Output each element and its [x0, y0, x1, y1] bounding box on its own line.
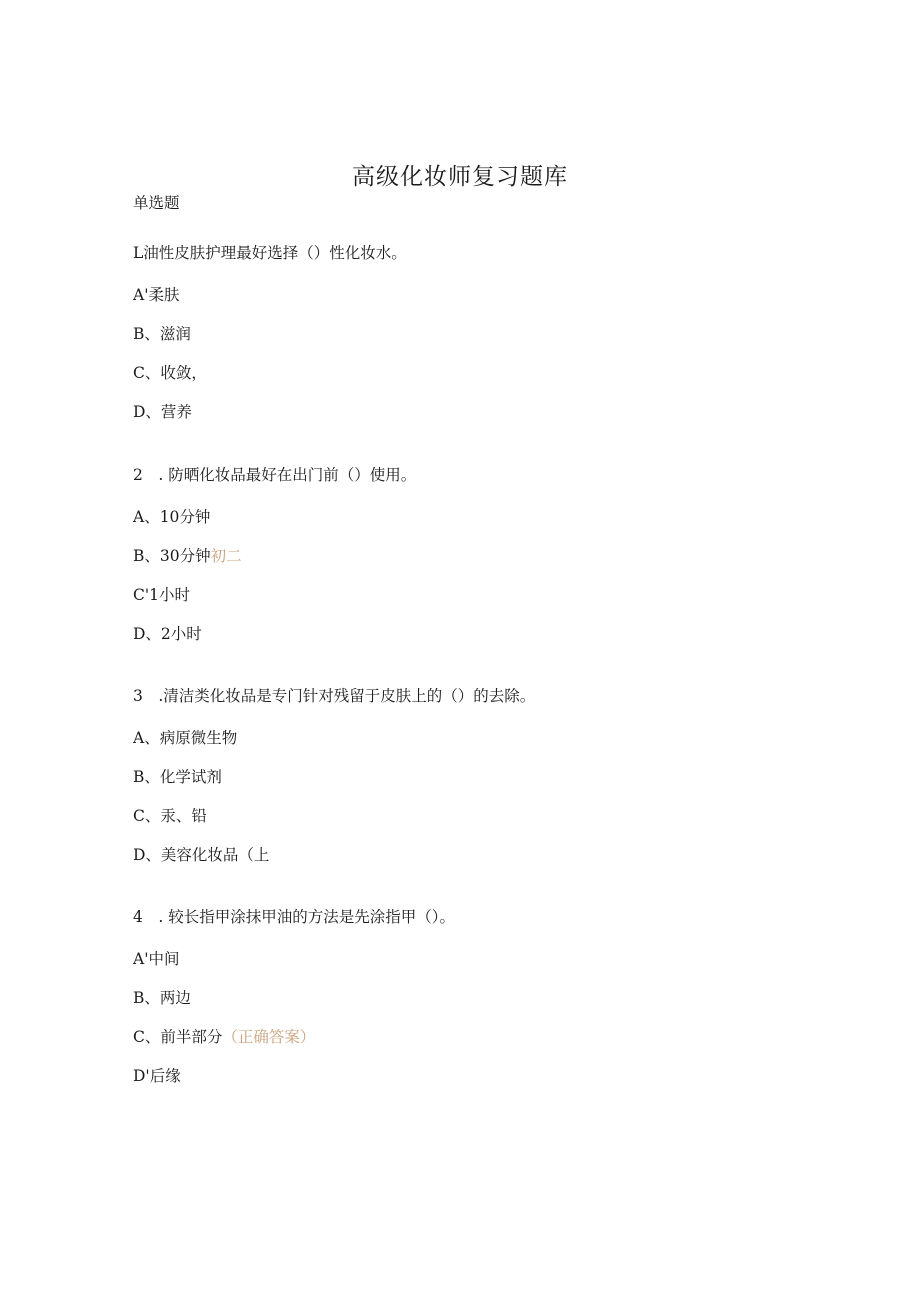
section-heading: 单选题 — [133, 194, 180, 212]
option-text: B、两边 — [133, 989, 191, 1007]
question-1-option-a — [133, 285, 179, 305]
option-text: B、滋润 — [133, 325, 191, 343]
option-text: C'1小时 — [133, 586, 190, 604]
option-text: C、汞、铅 — [133, 807, 207, 825]
option-text: D、营养 — [133, 403, 192, 421]
option-text: D、美容化妆品（上 — [133, 846, 270, 864]
question-3-stem: 3 .清洁类化妆品是专门针对残留于皮肤上的（）的去除。 — [133, 687, 536, 705]
question-1-option-d — [133, 402, 192, 422]
question-1-option-c — [133, 363, 207, 383]
question-3-option-d — [133, 845, 269, 865]
question-4-option-a — [133, 949, 179, 969]
question-1-option-b — [133, 324, 191, 344]
question-1-stem: L油性皮肤护理最好选择（）性化妆水。 — [133, 244, 407, 262]
answer-mark: （正确答案） — [222, 1028, 316, 1046]
option-text: D、2小时 — [133, 625, 202, 643]
question-4-option-c — [133, 1027, 315, 1047]
option-text: D'后缘 — [133, 1067, 181, 1085]
option-text: A'中间 — [133, 950, 180, 968]
question-2-option-c — [133, 585, 190, 605]
question-4-stem: 4 . 较长指甲涂抹甲油的方法是先涂指甲（）。 — [133, 908, 455, 926]
question-2-option-d — [133, 624, 202, 644]
question-3-option-a — [133, 728, 237, 748]
option-text: B、30分钟 — [133, 547, 211, 565]
question-2-option-a — [133, 507, 210, 527]
question-2-option-b — [133, 546, 242, 566]
option-text: A、病原微生物 — [133, 729, 238, 747]
answer-mark: 初二 — [210, 547, 242, 565]
option-text: A、10分钟 — [133, 508, 211, 526]
option-text: A'柔肤 — [133, 286, 180, 304]
option-text: B、化学试剂 — [133, 768, 222, 786]
question-2-stem: 2 . 防晒化妆品最好在出门前（）使用。 — [133, 466, 417, 484]
question-4-option-d — [133, 1066, 181, 1086]
option-text: C、前半部分 — [133, 1028, 223, 1046]
question-3-option-b — [133, 767, 222, 787]
question-4-option-b — [133, 988, 191, 1008]
page-title: 高级化妆师复习题库 — [352, 164, 568, 190]
option-text: C、收敛， — [133, 364, 207, 382]
question-3-option-c — [133, 806, 207, 826]
